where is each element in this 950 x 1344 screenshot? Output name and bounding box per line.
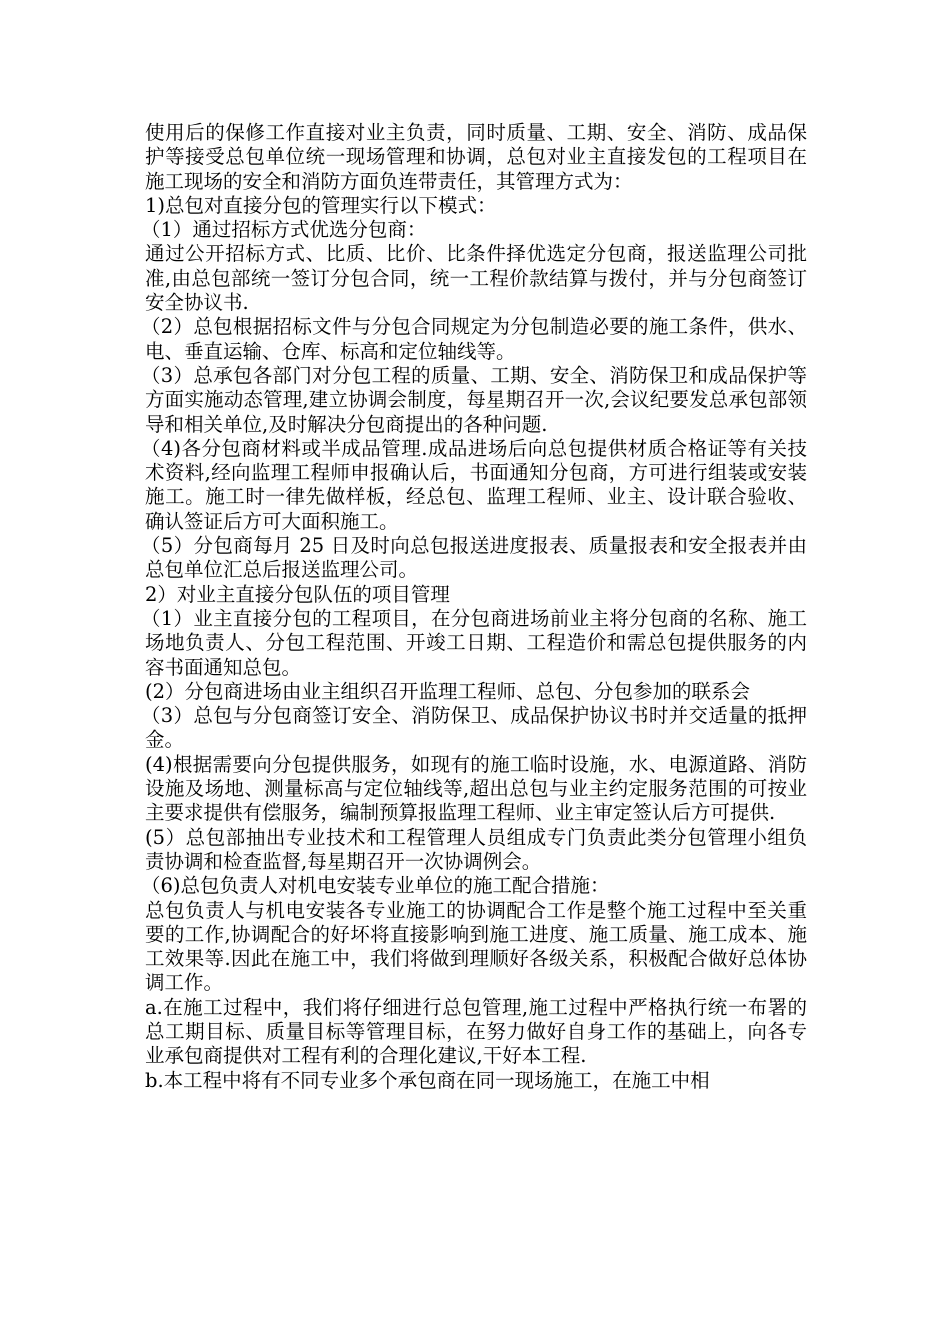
paragraph-item-1-4: （4)各分包商材料或半成品管理.成品进场后向总包提供材质合格证等有关技术资料,经向监理工程师申报确认后，书面通知分包商，方可进行组装或安装施工。施工时一律先做样板，经总包、监理工程师、业主、设计联合验收、确认签证后方可大面积施工。 <box>141 436 807 533</box>
paragraph-item-2-2: (2）分包商进场由业主组织召开监理工程师、总包、分包参加的联系会 <box>145 679 751 703</box>
paragraph-section-1-heading: 1)总包对直接分包的管理实行以下模式： <box>145 193 497 217</box>
paragraph-item-b: b.本工程中将有不同专业多个承包商在同一现场施工，在施工中相 <box>145 1068 710 1092</box>
paragraph-item-2-1: （1）业主直接分包的工程项目，在分包商进场前业主将分包商的名称、施工场地负责人、分包工程范围、开竣工日期、工程造价和需总包提供服务的内容书面通知总包。 <box>141 606 807 679</box>
paragraph-item-1-3: （3）总承包各部门对分包工程的质量、工期、安全、消防保卫和成品保护等方面实施动态管理,建立协调会制度，每星期召开一次,会议纪要发总承包部领导和相关单位,及时解决分包商提出的各种问题. <box>141 363 807 436</box>
paragraph-item-2-4: (4)根据需要向分包提供服务，如现有的施工临时设施，水、电源道路、消防设施及场地、测量标高与定位轴线等,超出总包与业主约定服务范围的可按业主要求提供有偿服务，编制预算报监理工程师、业主审定签认后方可提供. <box>145 752 807 825</box>
paragraph-item-a: a.在施工过程中，我们将仔细进行总包管理,施工过程中严格执行统一布署的总工期目标、质量目标等管理目标，在努力做好自身工作的基础上，向各专业承包商提供对工程有利的合理化建议,干好本工程. <box>145 995 807 1068</box>
paragraph-intro: 使用后的保修工作直接对业主负责，同时质量、工期、安全、消防、成品保护等接受总包单位统一现场管理和协调，总包对业主直接发包的工程项目在施工现场的安全和消防方面负连带责任，其管理方式为： <box>145 121 807 193</box>
paragraph-item-1-1-heading: （1）通过招标方式优选分包商： <box>141 218 427 242</box>
paragraph-item-2-3: （3）总包与分包商签订安全、消防保卫、成品保护协议书时并交适量的抵押金。 <box>141 704 807 752</box>
paragraph-item-2-6-heading: （6)总包负责人对机电安装专业单位的施工配合措施： <box>141 874 610 898</box>
paragraph-item-2-6-body: 总包负责人与机电安装各专业施工的协调配合工作是整个施工过程中至关重要的工作,协调配合的好坏将直接影响到施工进度、施工质量、施工成本、施工效果等.因此在施工中，我们将做到理顺好各级关系，积极配合做好总体协调工作。 <box>145 898 807 995</box>
document-page <box>141 121 807 1093</box>
paragraph-item-1-5: （5）分包商每月 25 日及时向总包报送进度报表、质量报表和安全报表并由总包单位汇总后报送监理公司。 <box>141 534 807 582</box>
paragraph-item-2-5: (5）总包部抽出专业技术和工程管理人员组成专门负责此类分包管理小组负责协调和检查监督,每星期召开一次协调例会。 <box>145 825 807 873</box>
paragraph-item-1-1-body: 通过公开招标方式、比质、比价、比条件择优选定分包商，报送监理公司批准,由总包部统一签订分包合同，统一工程价款结算与拨付，并与分包商签订安全协议书. <box>145 242 807 315</box>
paragraph-section-2-heading: 2）对业主直接分包队伍的项目管理 <box>145 582 450 606</box>
paragraph-item-1-2: （2）总包根据招标文件与分包合同规定为分包制造必要的施工条件，供水、电、垂直运输、仓库、标高和定位轴线等。 <box>141 315 807 363</box>
